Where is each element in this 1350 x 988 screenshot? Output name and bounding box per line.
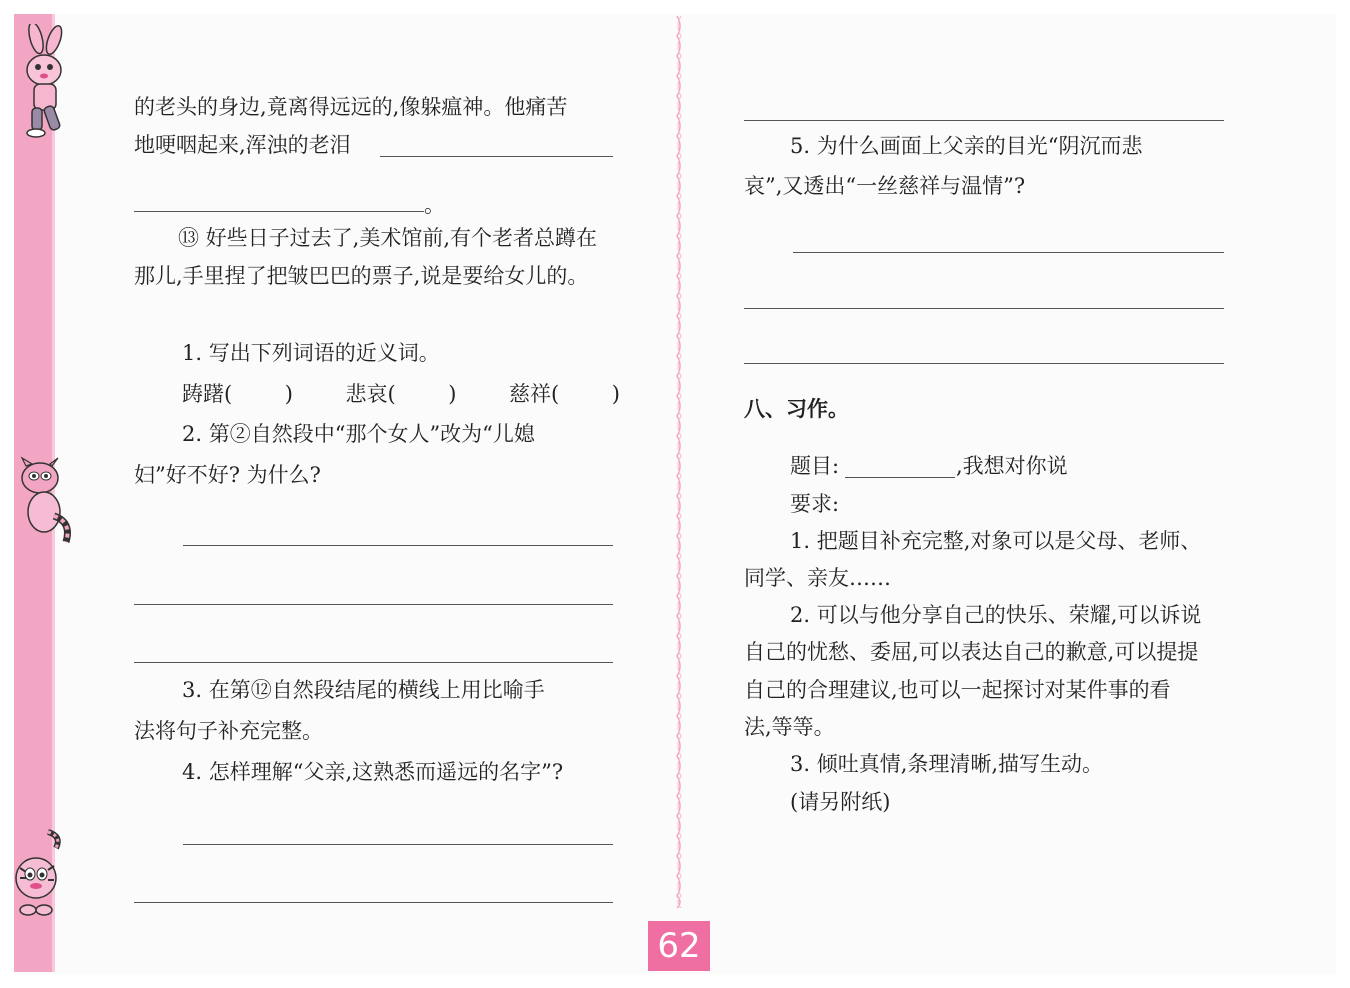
answer-blank-p12-continued[interactable] [134,211,424,212]
question-5-line-2: 哀”,又透出“一丝慈祥与温情”? [744,174,1026,198]
answer-line-q4-1[interactable] [183,844,613,845]
paragraph-13-line-2: 那儿,手里捏了把皱巴巴的票子,说是要给女儿的。 [134,264,589,288]
question-2-line-1: 2. 第②自然段中“那个女人”改为“儿媳 [182,422,535,446]
tiger-mascot-icon [12,828,70,920]
attach-paper-note: (请另附纸) [790,790,891,814]
raccoon-mascot-icon [14,456,74,548]
page-number: 62 [648,921,710,971]
answer-line-q2-3[interactable] [134,662,613,663]
synonym-word-2: 悲哀( [345,382,396,406]
question-2-line-2: 妇”好不好? 为什么? [134,463,321,487]
synonym-paren-2: ) [448,382,457,406]
requirement-1-line-2: 同学、亲友…… [744,566,891,590]
synonym-row [182,382,620,406]
answer-line-q5-1[interactable] [793,252,1224,253]
topic-blank[interactable] [845,477,955,478]
synonym-paren-1: ) [284,382,293,406]
answer-line-q2-1[interactable] [183,545,613,546]
requirement-2-line-4: 法,等等。 [744,715,835,739]
paragraph-12-line-1: 的老头的身边,竟离得远远的,像躲瘟神。他痛苦 [134,95,568,119]
answer-line-q4-3[interactable] [744,120,1224,121]
page-spine [674,16,686,908]
topic-label: 题目: [790,454,840,478]
question-5-line-1: 5. 为什么画面上父亲的目光“阴沉而悲 [790,134,1143,158]
synonym-word-3: 慈祥( [509,382,560,406]
paragraph-13-line-1: ⑬ 好些日子过去了,美术馆前,有个老者总蹲在 [178,226,598,250]
answer-line-q5-3[interactable] [744,363,1224,364]
section-title: 八、习作。 [744,397,849,421]
requirement-3: 3. 倾吐真情,条理清晰,描写生动。 [790,752,1104,776]
requirement-2-line-3: 自己的合理建议,也可以一起探讨对某件事的看 [744,678,1171,702]
synonym-word-1: 踌躇( [182,382,233,406]
requirement-2-line-1: 2. 可以与他分享自己的快乐、荣耀,可以诉说 [790,603,1202,627]
requirement-2-line-2: 自己的忧愁、委屈,可以表达自己的歉意,可以提提 [744,640,1199,664]
synonym-paren-3: ) [611,382,620,406]
question-4: 4. 怎样理解“父亲,这熟悉而遥远的名字”? [182,760,564,784]
answer-blank-p12[interactable] [380,156,613,157]
paragraph-12-end: 。 [424,193,445,217]
answer-line-q2-2[interactable] [134,604,613,605]
requirement-1-line-1: 1. 把题目补充完整,对象可以是父母、老师、 [790,529,1202,553]
rabbit-mascot-icon [14,24,72,142]
requirements-label: 要求: [790,492,840,516]
paragraph-12-line-2: 地哽咽起来,浑浊的老泪 [134,133,351,157]
answer-line-q5-2[interactable] [744,308,1224,309]
question-1: 1. 写出下列词语的近义词。 [182,341,440,365]
question-3-line-1: 3. 在第⑫自然段结尾的横线上用比喻手 [182,678,545,702]
answer-line-q4-2[interactable] [134,902,613,903]
topic-suffix: ,我想对你说 [956,454,1068,478]
question-3-line-2: 法将句子补充完整。 [134,719,323,743]
